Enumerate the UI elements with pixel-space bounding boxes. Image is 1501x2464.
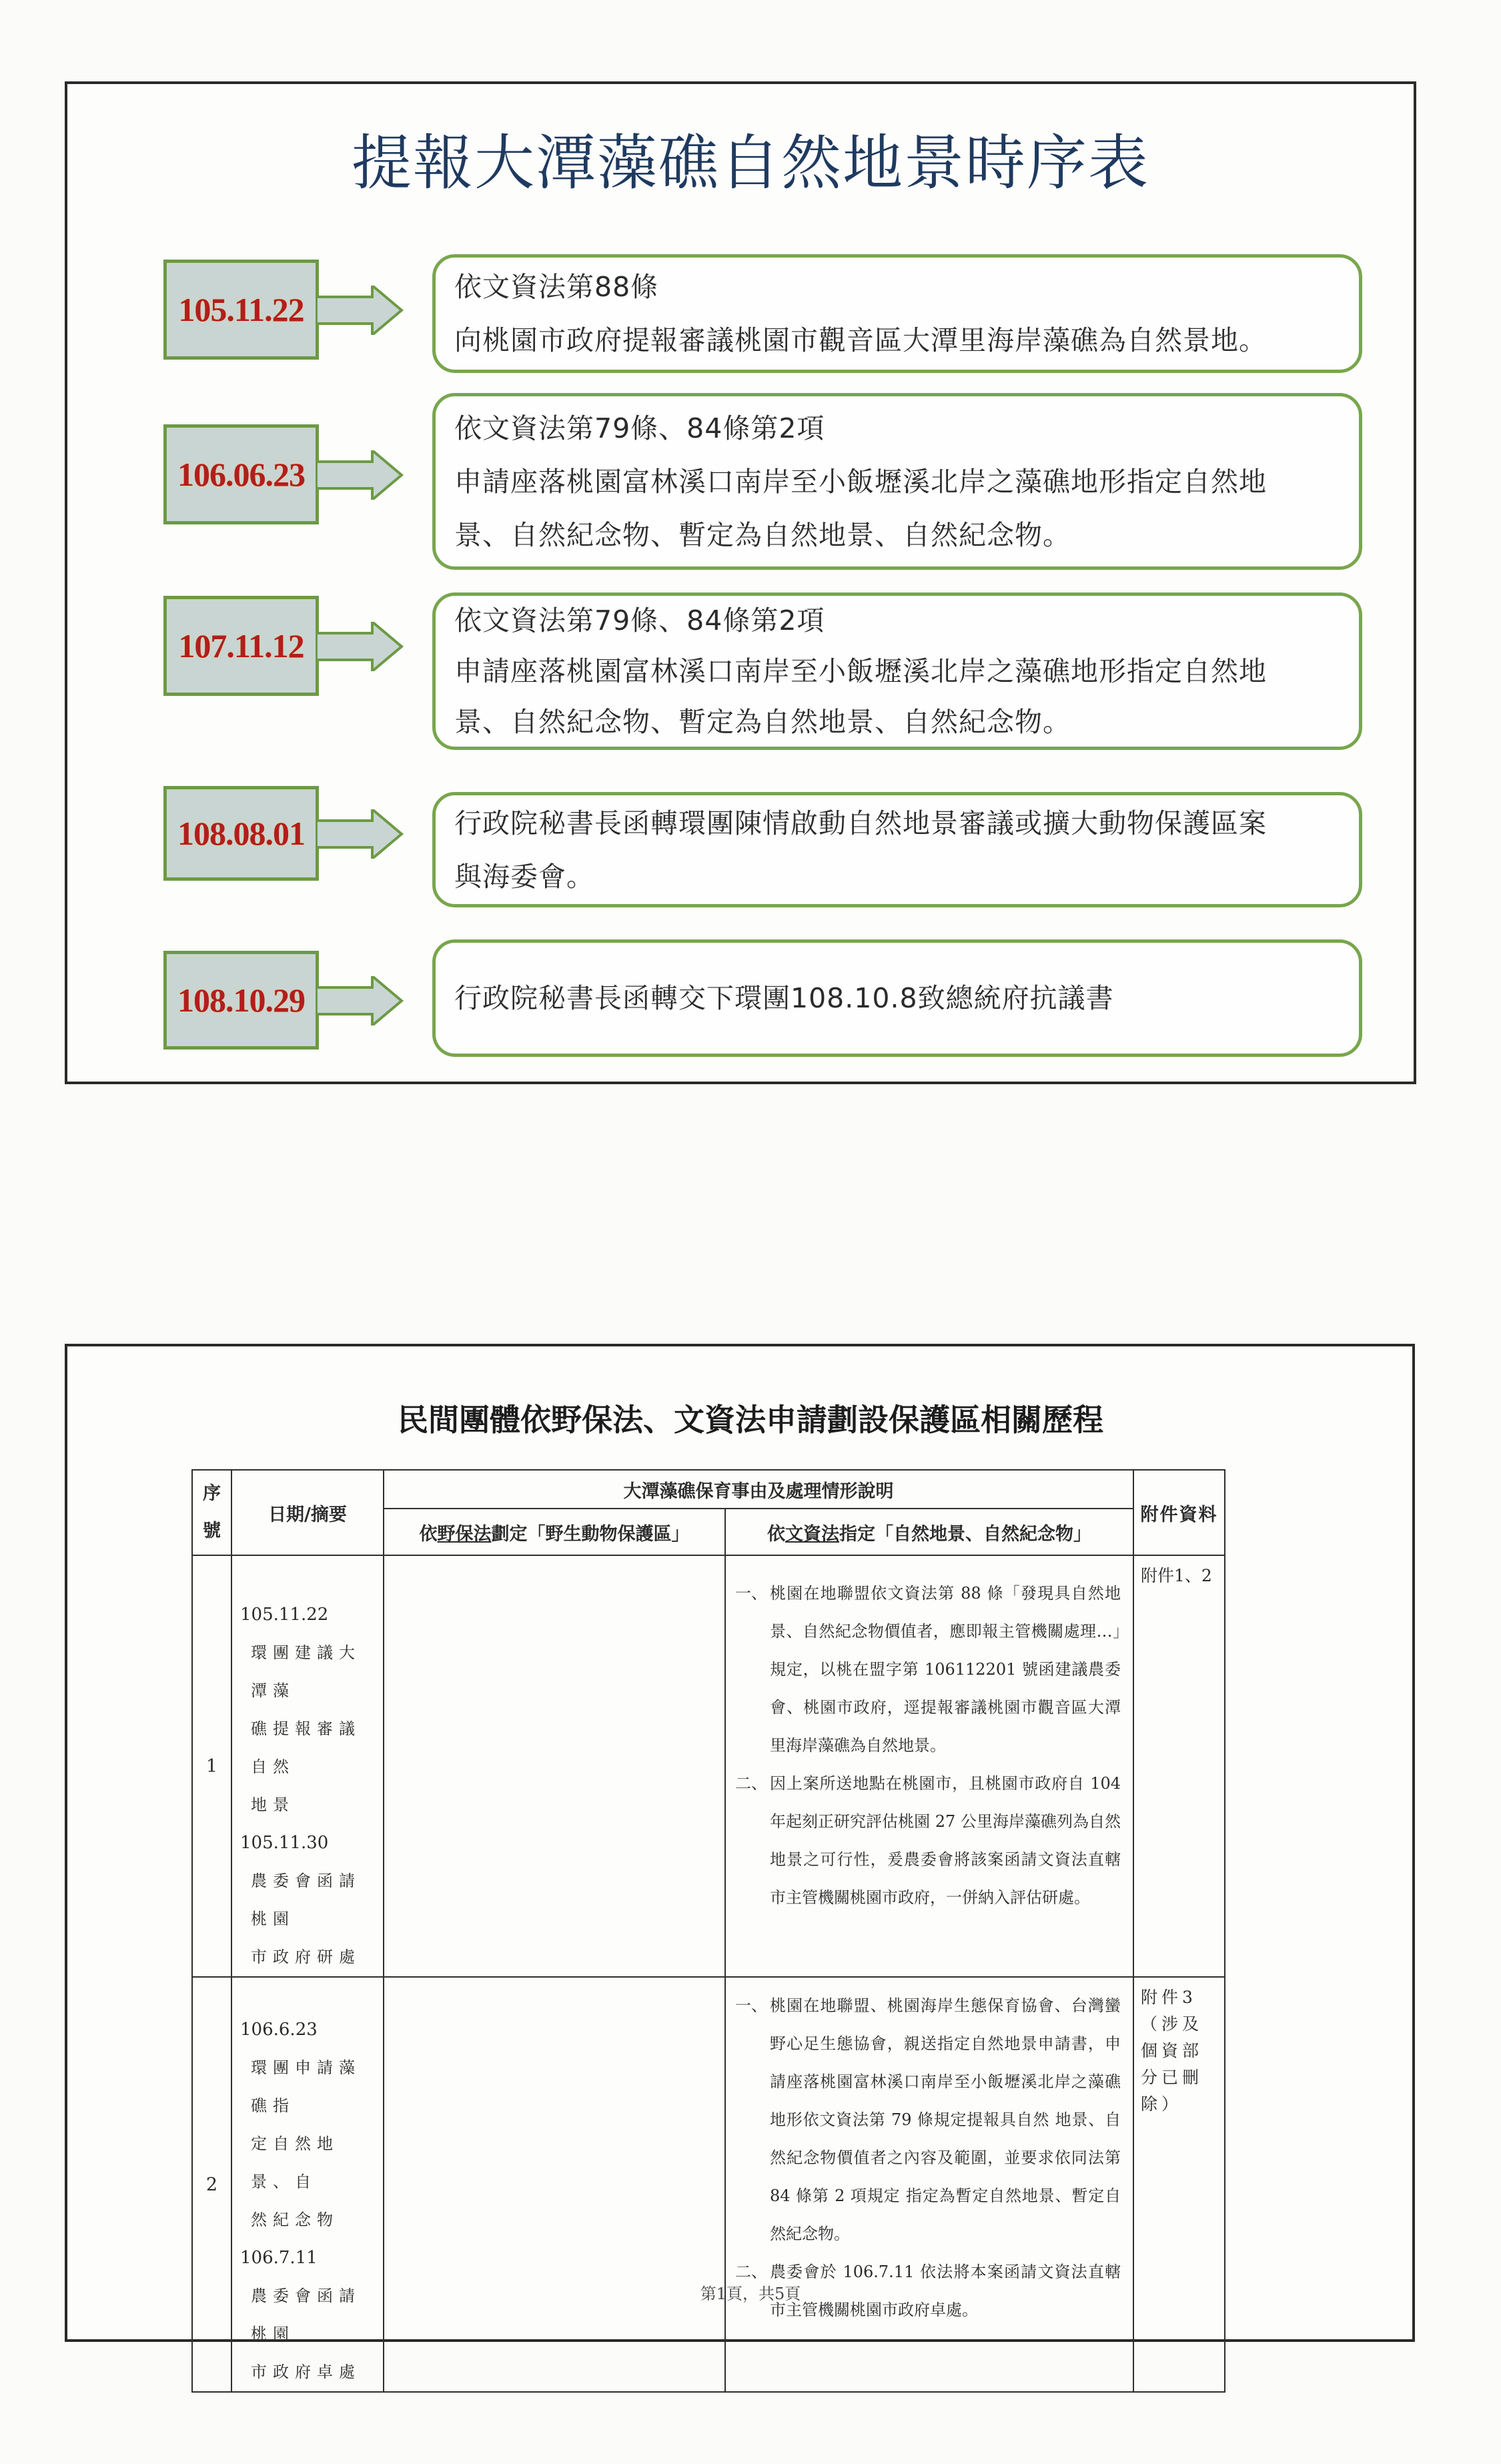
header-date: 日期/摘要 [231,1470,384,1555]
row-summary: 定自然地景、自 [251,2134,339,2191]
header-group: 大潭藻礁保育事由及處理情形說明 [384,1470,1133,1509]
event-date: 108.08.01 [177,815,305,852]
history-table [191,1469,1225,2393]
event-date: 106.06.23 [177,456,305,493]
event-date: 105.11.22 [178,291,304,328]
paragraph [735,1575,1121,1765]
paragraph-number: 二、 [735,2263,767,2281]
row-seq: 1 [192,1555,231,1977]
event-line: 行政院秘書長函轉環團陳情啟動自然地景審議或擴大動物保護區案 [454,807,1267,839]
arrow-right-icon [316,622,404,671]
event-line: 與海委會。 [454,860,594,893]
event-line: 向桃園市政府提報審議桃園市觀音區大潭里海岸藻礁為自然景地。 [454,324,1267,356]
row-summary: 市政府研處 [251,1948,361,1966]
arrow-right-icon [316,976,404,1025]
page-number: 第1頁，共5頁 [700,2285,801,2303]
row-date: 106.7.11 [240,2248,318,2268]
header-law-name: 文資法 [785,1523,839,1545]
row-attachment: 附件1、2 [1133,1555,1225,1977]
event-box [432,939,1362,1057]
paragraph [735,1987,1121,2253]
header-text: 依 [419,1523,438,1545]
event-line: 景、自然紀念物、暫定為自然地景、自然紀念物。 [454,518,1071,551]
event-date: 107.11.12 [178,627,304,665]
paragraph-text: 桃園在地聯盟依文資法第 88 條「發現具自然地景、自然紀念物價值者，應即報主管機關處理…」規定，以桃在盟字第 106112201 號函建議農委會、桃園市政府，逕提報審議桃園市觀音區大潭里海岸藻礁為自然地景。 [770,1584,1121,1755]
paragraph [735,1765,1121,1917]
event-line: 申請座落桃園富林溪口南岸至小飯壢溪北岸之藻礁地形指定自然地 [454,465,1267,498]
row-summary: 農委會函請桃園 [251,2287,361,2343]
row-summary: 礁提報審議自然 [251,1719,361,1776]
arrow-right-icon [316,286,404,335]
arrow-right-icon [316,450,404,500]
header-seq [192,1470,231,1555]
row-date-summary [231,1555,384,1977]
row-summary: 然紀念物 [251,2210,339,2229]
header-seq-top: 序 [203,1483,221,1504]
event-line: 依文資法第79條、84條第2項 [454,412,825,444]
document-title: 民間團體依野保法、文資法申請劃設保護區相關歷程 [398,1402,1103,1438]
row-wildlife-law [384,1977,725,2392]
event-box [432,393,1362,570]
paragraph-number: 一、 [735,1584,767,1603]
header-law-name: 野保法 [437,1523,492,1545]
row-date-summary [231,1977,384,2392]
header-wildlife-law [384,1509,725,1555]
paragraph-text: 桃園在地聯盟、桃園海岸生態保育協會、台灣蠻野心足生態協會，親送指定自然地景申請書，申請座落桃園富林溪口南岸至小飯壢溪北岸之藻礁地形依文資法第 79 條規定提報具自然 地景、自然紀念物價值者之內容及範圍，並要求依同法第 84 條第 2 項規定 指定為暫定自然地景、暫定自然紀念物。 [770,1996,1121,2243]
event-line: 依文資法第79條、84條第2項 [454,604,825,637]
event-box [432,592,1362,750]
row-summary: 環團建議大潭藻 [251,1643,361,1700]
row-attachment: 附件3（涉及個資部分已刪除） [1133,1977,1225,2392]
header-text: 依 [767,1523,785,1545]
date-box [163,951,319,1050]
date-box [163,260,319,360]
date-box [163,596,319,696]
table-row [192,1977,1225,2392]
row-date: 105.11.22 [240,1605,329,1625]
event-line: 依文資法第88條 [454,271,659,303]
event-box [432,254,1362,373]
event-line: 申請座落桃園富林溪口南岸至小飯壢溪北岸之藻礁地形指定自然地 [454,655,1267,687]
paragraph-text: 因上案所送地點在桃園市，且桃園市政府自 104 年起刻正研究評估桃園 27 公里海岸藻礁列為自然地景之可行性，爰農委會將該案函請文資法直轄市主管機關桃園市政府，一併納入評估研處。 [770,1774,1121,1907]
row-seq: 2 [192,1977,231,2392]
event-date: 108.10.29 [177,981,305,1019]
row-summary: 市政府卓處 [251,2363,361,2381]
row-date: 105.11.30 [240,1833,329,1853]
row-summary: 環團申請藻礁指 [251,2058,361,2115]
row-date: 106.6.23 [240,2020,318,2040]
timeline-slide [65,81,1416,1084]
date-box [163,424,319,524]
arrow-right-icon [316,809,404,859]
slide-title: 提報大潭藻礁自然地景時序表 [352,128,1149,198]
header-seq-bottom: 號 [203,1521,221,1541]
paragraph-text: 農委會於 106.7.11 依法將本案函請文資法直轄市主管機關桃園市政府卓處。 [770,2263,1121,2319]
header-attachment: 附件資料 [1133,1470,1225,1555]
header-text: 指定「自然地景、自然紀念物」 [839,1523,1091,1545]
row-cultural-law [725,1977,1133,2392]
paragraph-number: 二、 [735,1774,767,1793]
event-line: 行政院秘書長函轉交下環團108.10.8致總統府抗議書 [454,982,1114,1014]
row-summary: 農委會函請桃園 [251,1872,361,1928]
row-cultural-law [725,1555,1133,1977]
table-row [192,1555,1225,1977]
row-summary: 地景 [251,1795,295,1814]
event-line: 景、自然紀念物、暫定為自然地景、自然紀念物。 [454,706,1071,738]
row-wildlife-law [384,1555,725,1977]
header-cultural-law [725,1509,1133,1555]
paragraph-number: 一、 [735,1996,767,2015]
event-box [432,792,1362,907]
header-text: 劃定「野生動物保護區」 [491,1523,690,1545]
date-box [163,786,319,881]
